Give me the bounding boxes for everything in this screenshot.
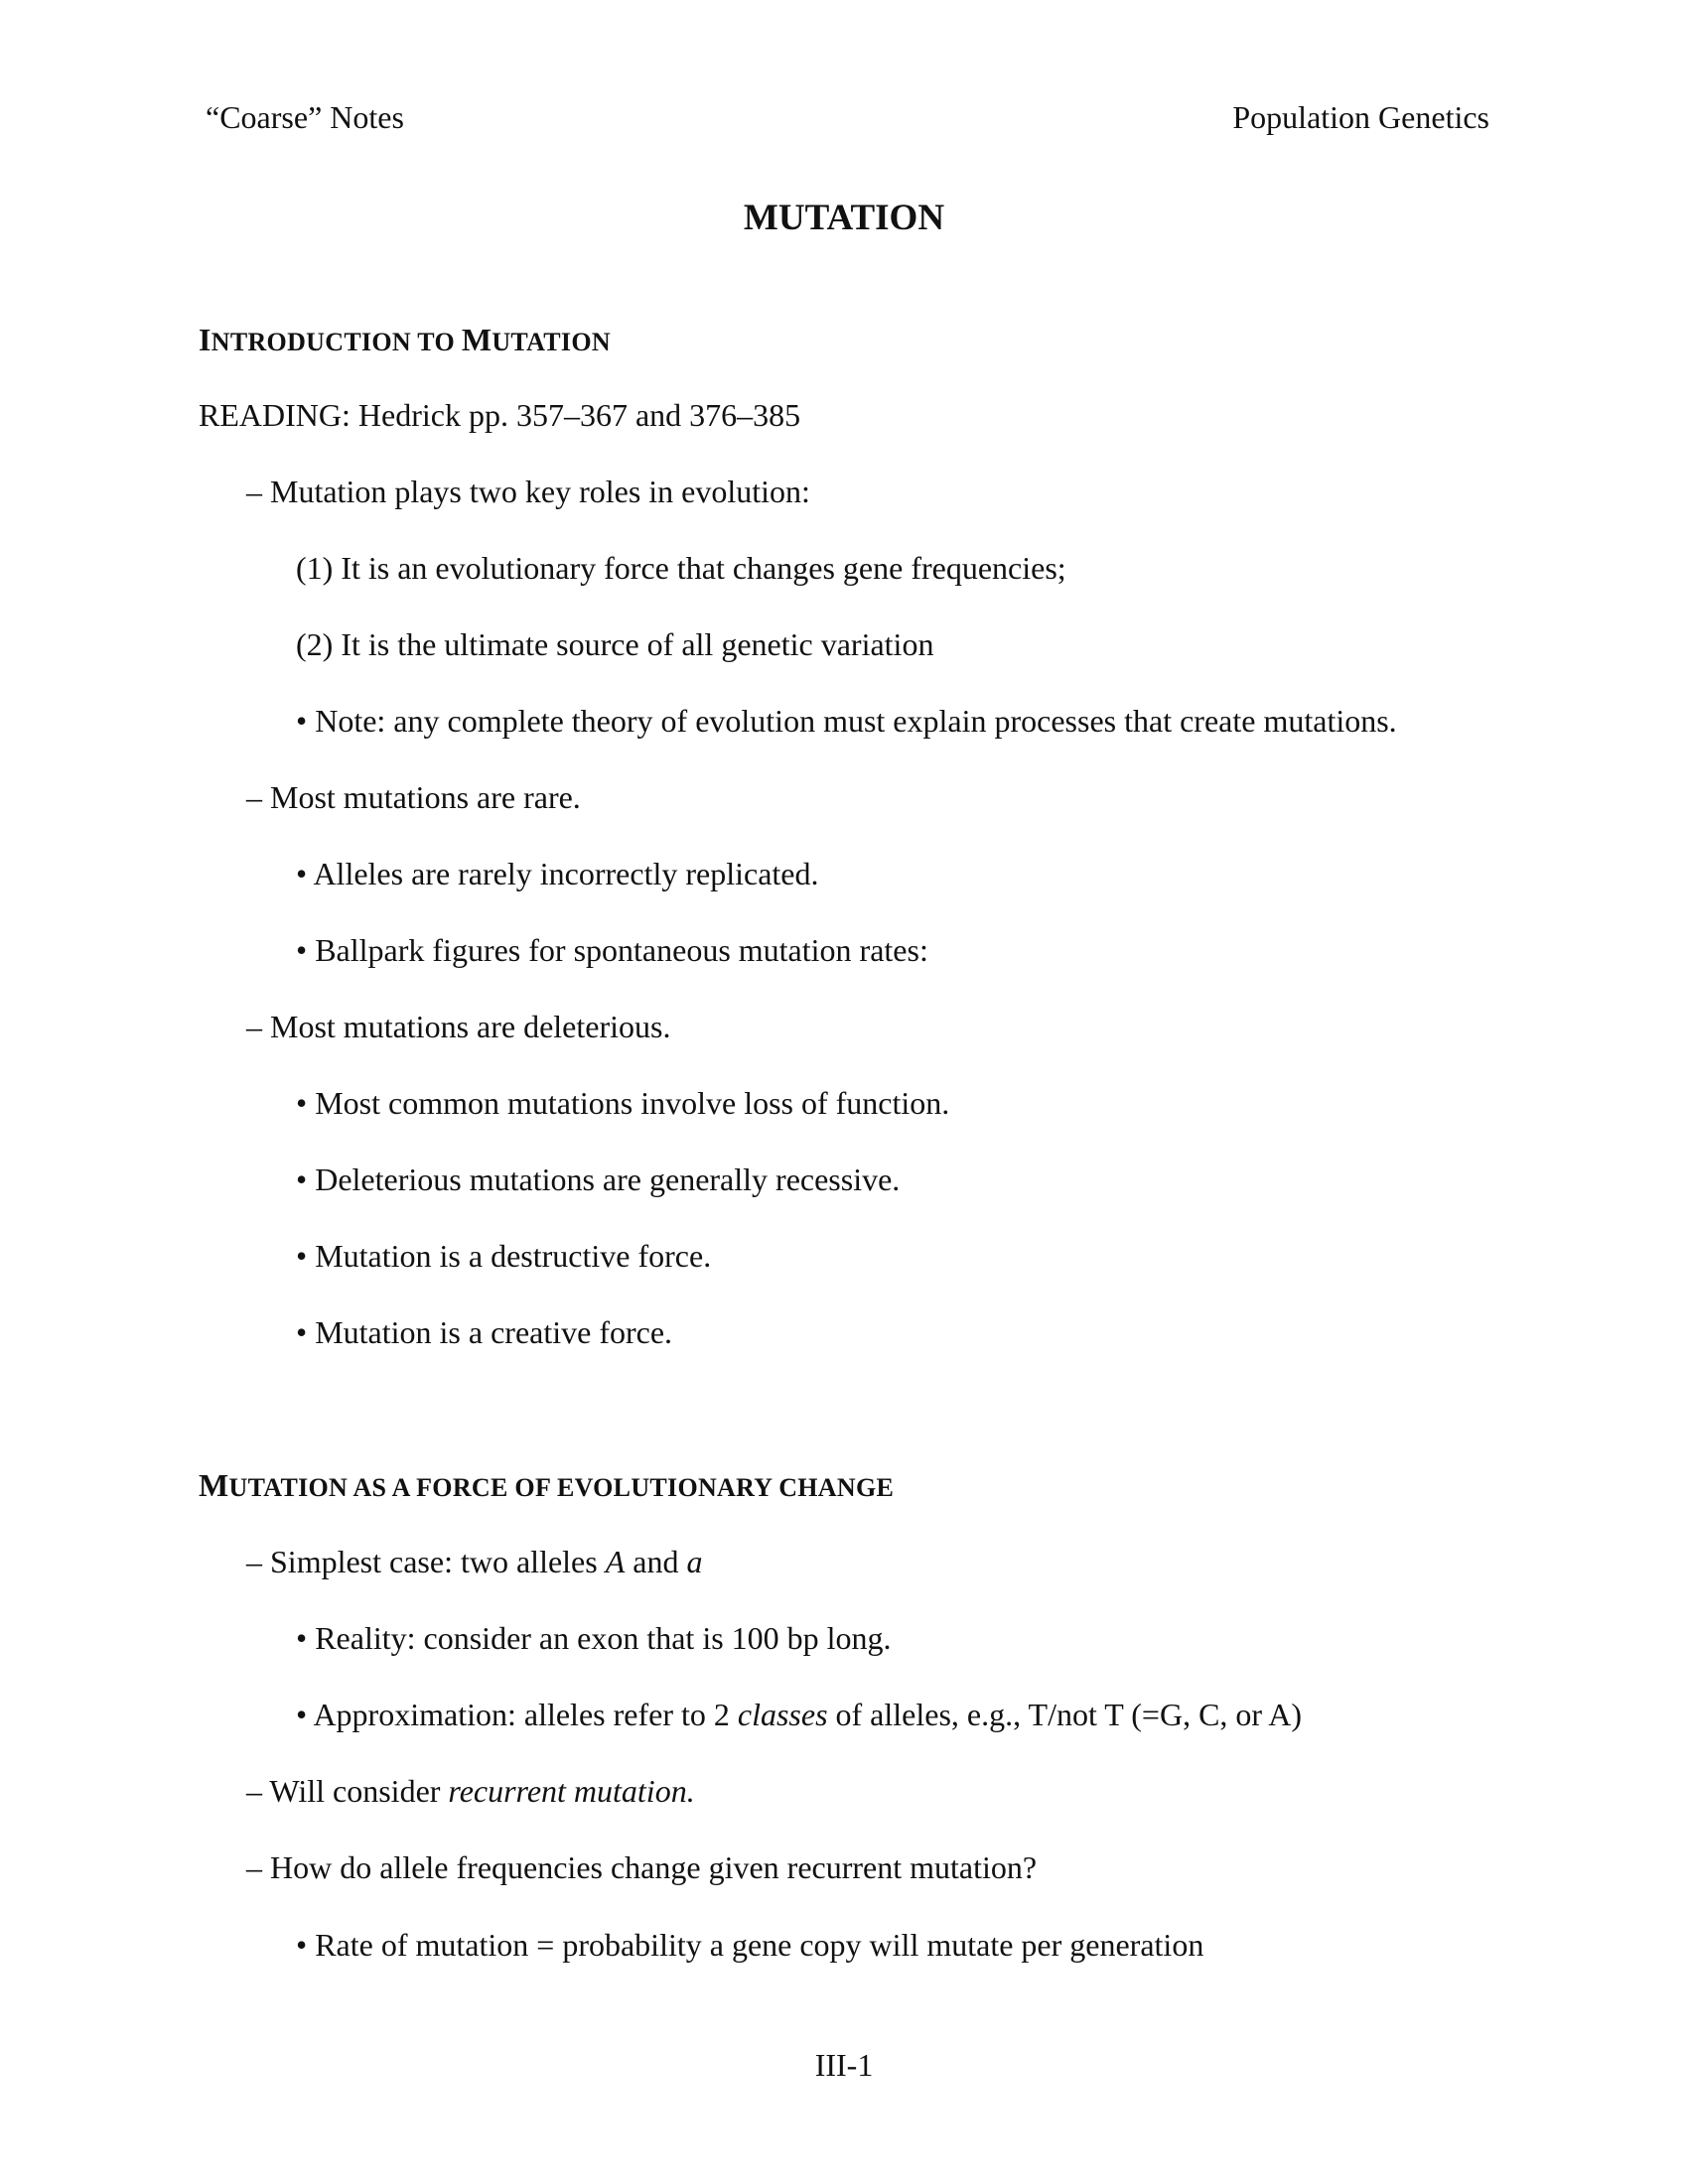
list-item: • Mutation is a destructive force. (296, 1238, 712, 1274)
list-item: – Mutation plays two key roles in evolution: (246, 474, 810, 509)
list-item: • Deleterious mutations are generally recessive. (296, 1161, 901, 1197)
header-left: “Coarse” Notes (206, 99, 404, 135)
heading-text: NTRODUCTION TO (211, 328, 462, 356)
list-item: • Mutation is a creative force. (296, 1314, 673, 1350)
list-item (246, 1771, 695, 1811)
classes-italic: classes (737, 1697, 828, 1732)
allele-A: A (605, 1544, 626, 1579)
list-item: (1) It is an evolutionary force that changes gene frequencies; (296, 550, 1066, 586)
approximation-text: • Approximation: alleles refer to 2 (296, 1697, 738, 1732)
header-right: Population Genetics (1232, 99, 1489, 135)
page-number: III-1 (814, 2047, 874, 2083)
approximation-text: of alleles, e.g., T/not T (=G, C, or A) (827, 1697, 1303, 1732)
list-item: – Most mutations are rare. (246, 779, 581, 815)
list-item: • Alleles are rarely incorrectly replicated. (296, 856, 819, 891)
heading-cap: M (461, 322, 492, 357)
list-item: • Most common mutations involve loss of function. (296, 1085, 950, 1121)
allele-a: a (686, 1544, 703, 1579)
page-title: MUTATION (743, 198, 945, 238)
section-heading-mutation-force (199, 1465, 894, 1508)
list-item: – How do allele frequencies change given recurrent mutation? (246, 1849, 1038, 1885)
list-item (296, 1695, 1302, 1734)
and-text: and (625, 1544, 687, 1579)
heading-cap: M (199, 1467, 229, 1503)
recurrent-text: – Will consider (246, 1773, 449, 1809)
list-item: • Reality: consider an exon that is 100 bp long. (296, 1620, 892, 1656)
recurrent-mutation-italic: recurrent mutation. (448, 1773, 695, 1809)
list-item: (2) It is the ultimate source of all genetic variation (296, 626, 934, 662)
list-item: – Most mutations are deleterious. (246, 1009, 671, 1044)
heading-cap: I (199, 322, 211, 357)
heading-text: UTATION AS A FORCE OF EVOLUTIONARY CHANGE (228, 1473, 895, 1502)
section-heading-introduction (199, 320, 611, 362)
reading-line: READING: Hedrick pp. 357–367 and 376–385 (199, 397, 801, 433)
list-item: • Note: any complete theory of evolution must explain processes that create mutations. (296, 703, 1397, 739)
simplest-case-text: – Simplest case: two alleles (246, 1544, 606, 1579)
list-item (246, 1542, 702, 1581)
list-item: • Rate of mutation = probability a gene copy will mutate per generation (296, 1927, 1204, 1963)
heading-text: UTATION (492, 328, 611, 356)
list-item: • Ballpark figures for spontaneous mutation rates: (296, 932, 928, 968)
